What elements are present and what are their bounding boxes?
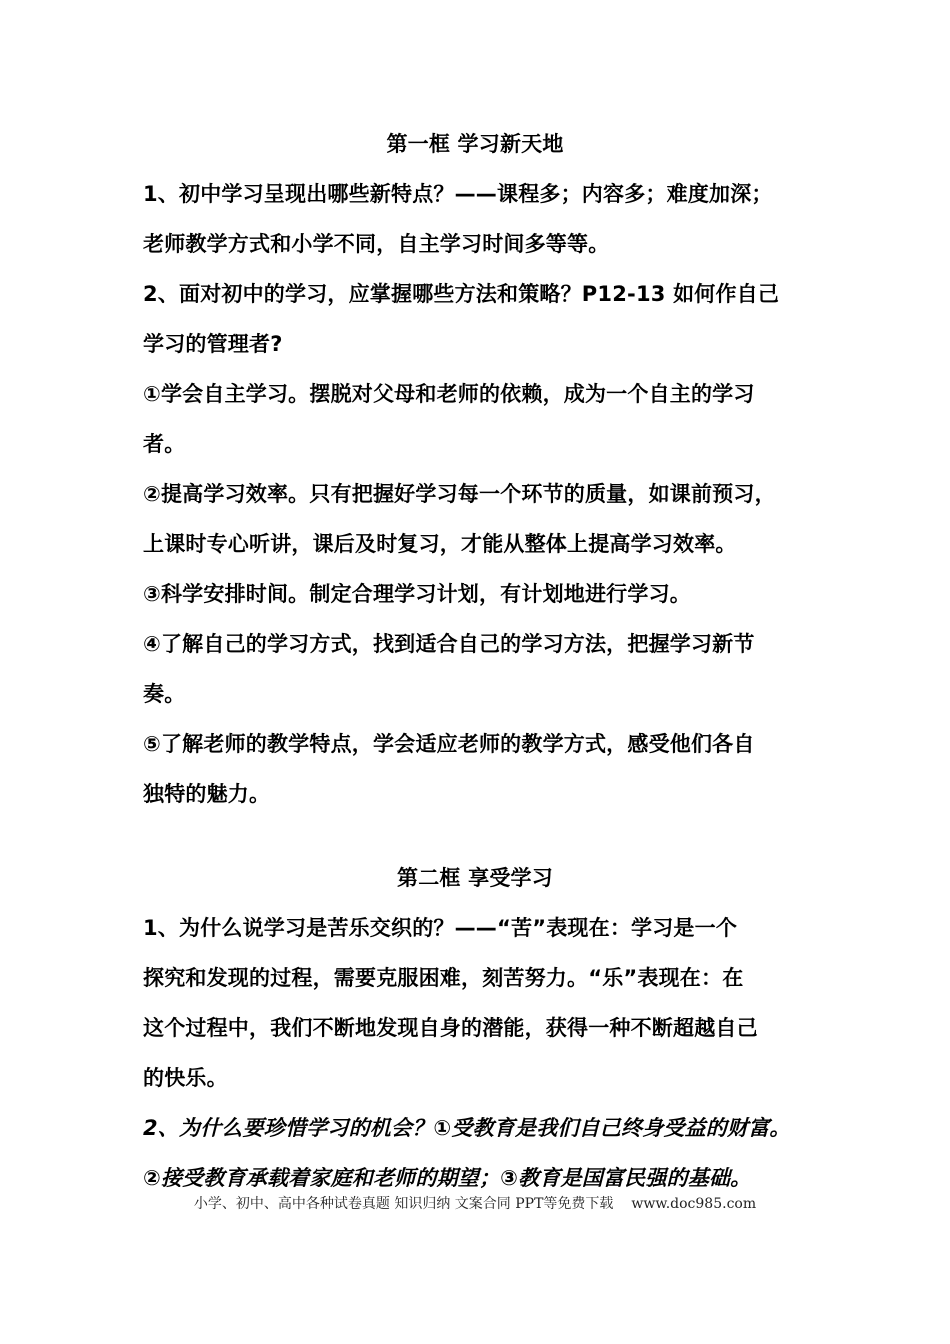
section2-line: 的快乐。 bbox=[143, 1066, 228, 1090]
section2-italic-line: 2、为什么要珍惜学习的机会？①受教育是我们自己终身受益的财富。 bbox=[143, 1116, 791, 1140]
section1-line: ③科学安排时间。制定合理学习计划，有计划地进行学习。 bbox=[143, 582, 691, 606]
section2-line: 1、为什么说学习是苦乐交织的？——“苦”表现在：学习是一个 bbox=[143, 916, 738, 940]
section1-line: 老师教学方式和小学不同，自主学习时间多等等。 bbox=[143, 232, 610, 256]
section-gap bbox=[143, 819, 823, 853]
section1-line: 独特的魅力。 bbox=[143, 782, 271, 806]
section1-heading: 第一框 学习新天地 bbox=[386, 132, 564, 156]
footer-text: 小学、初中、高中各种试卷真题 知识归纳 文案合同 PPT等免费下载 bbox=[193, 1196, 614, 1212]
section1-line: 者。 bbox=[143, 432, 186, 456]
footer-url[interactable]: www.doc985.com bbox=[631, 1196, 757, 1212]
section1-line: 奏。 bbox=[143, 682, 186, 706]
section2-heading: 第二框 享受学习 bbox=[397, 866, 553, 890]
section1-line: 学习的管理者? bbox=[143, 332, 283, 356]
section1-line: 1、初中学习呈现出哪些新特点？——课程多；内容多；难度加深； bbox=[143, 182, 773, 206]
document-content bbox=[143, 119, 823, 1203]
section1-line: ⑤了解老师的教学特点，学会适应老师的教学方式，感受他们各自 bbox=[143, 732, 755, 756]
section1-line: 上课时专心听讲，课后及时复习，才能从整体上提高学习效率。 bbox=[143, 532, 737, 556]
section1-line: 2、面对初中的学习，应掌握哪些方法和策略？P12-13 如何作自己 bbox=[143, 282, 780, 306]
section2-line: 探究和发现的过程，需要克服困难，刻苦努力。“乐”表现在：在 bbox=[143, 966, 744, 990]
page-footer bbox=[0, 1193, 950, 1213]
section1-line: ④了解自己的学习方式，找到适合自己的学习方法，把握学习新节 bbox=[143, 632, 755, 656]
section2-italic-line: ②接受教育承载着家庭和老师的期望；③教育是国富民强的基础。 bbox=[143, 1166, 752, 1190]
section2-line: 这个过程中，我们不断地发现自身的潜能，获得一种不断超越自己 bbox=[143, 1016, 758, 1040]
section1-line: ①学会自主学习。摆脱对父母和老师的依赖，成为一个自主的学习 bbox=[143, 382, 755, 406]
section1-line: ②提高学习效率。只有把握好学习每一个环节的质量，如课前预习， bbox=[143, 482, 776, 506]
